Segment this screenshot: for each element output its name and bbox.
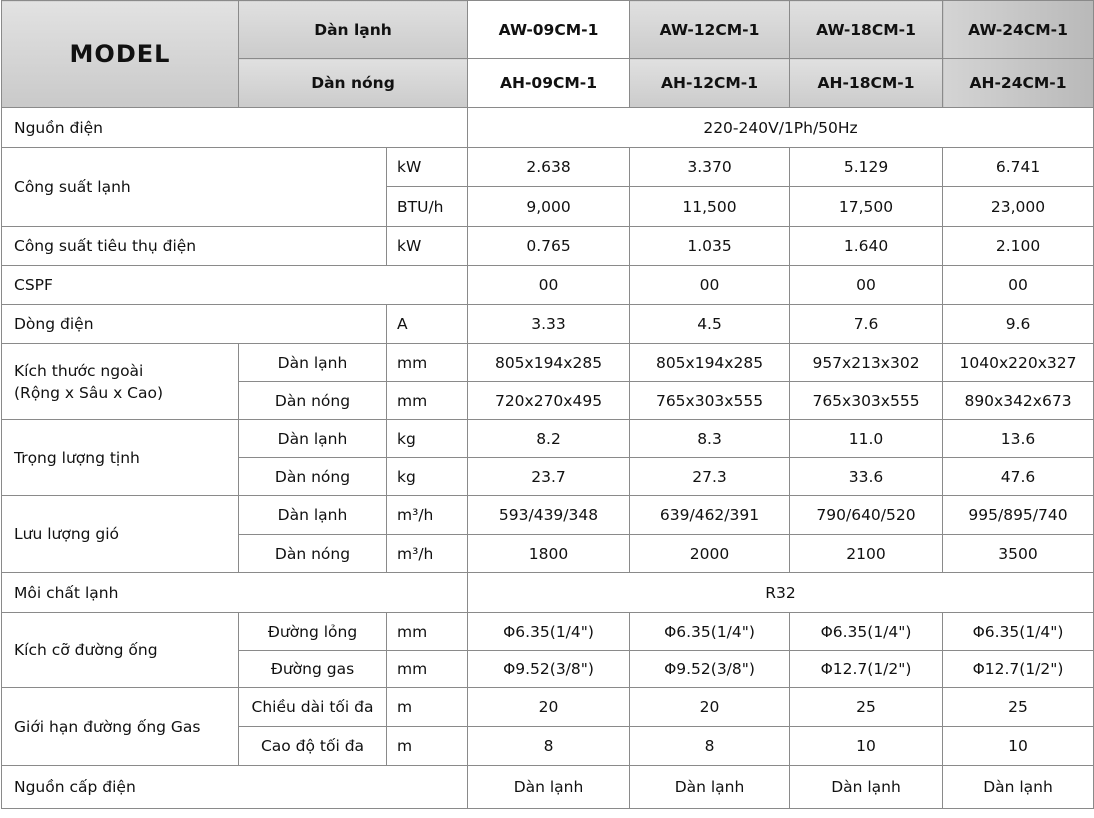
dimensions-outdoor-unit: mm [387,382,468,420]
cooling-btu-1: 9,000 [468,187,630,227]
pipe-gas-3: Φ12.7(1/2") [790,651,943,688]
cspf-label: CSPF [2,266,468,305]
row-cooling-kw [2,148,1094,187]
max-height-label: Cao độ tối đa [239,727,387,766]
power-consumption-1: 0.765 [468,227,630,266]
cooling-kw-unit: kW [387,148,468,187]
row-pipe-length [2,688,1094,727]
current-unit: A [387,305,468,344]
dimensions-label-line1: Kích thước ngoài [14,361,144,380]
current-2: 4.5 [630,305,790,344]
pipe-liquid-unit: mm [387,613,468,651]
power-supply-2: Dàn lạnh [630,766,790,809]
weight-outdoor-1: 23.7 [468,458,630,496]
max-height-unit: m [387,727,468,766]
current-3: 7.6 [790,305,943,344]
pipe-liquid-3: Φ6.35(1/4") [790,613,943,651]
pipe-gas-2: Φ9.52(3/8") [630,651,790,688]
indoor-header-label: Dàn lạnh [239,1,468,59]
power-source-value: 220-240V/1Ph/50Hz [468,108,1094,148]
cooling-btu-unit: BTU/h [387,187,468,227]
power-supply-label: Nguồn cấp điện [2,766,468,809]
refrigerant-value: R32 [468,573,1094,613]
cooling-capacity-label: Công suất lạnh [2,148,387,227]
airflow-outdoor-label: Dàn nóng [239,535,387,573]
indoor-model-4: AW-24CM-1 [943,1,1094,59]
row-refrigerant [2,573,1094,613]
airflow-indoor-4: 995/895/740 [943,496,1094,535]
pipe-liquid-4: Φ6.35(1/4") [943,613,1094,651]
weight-outdoor-unit: kg [387,458,468,496]
cspf-3: 00 [790,266,943,305]
max-length-1: 20 [468,688,630,727]
airflow-outdoor-unit: m³/h [387,535,468,573]
pipe-liquid-2: Φ6.35(1/4") [630,613,790,651]
cspf-4: 00 [943,266,1094,305]
weight-indoor-1: 8.2 [468,420,630,458]
row-dimensions-indoor [2,344,1094,382]
airflow-indoor-unit: m³/h [387,496,468,535]
dimensions-outdoor-3: 765x303x555 [790,382,943,420]
current-1: 3.33 [468,305,630,344]
refrigerant-label: Môi chất lạnh [2,573,468,613]
power-source-label: Nguồn điện [2,108,468,148]
outdoor-header-label: Dàn nóng [239,59,468,108]
outdoor-model-4: AH-24CM-1 [943,59,1094,108]
dimensions-indoor-3: 957x213x302 [790,344,943,382]
dimensions-indoor-1: 805x194x285 [468,344,630,382]
airflow-outdoor-1: 1800 [468,535,630,573]
header-row-indoor [2,1,1094,59]
indoor-model-1: AW-09CM-1 [468,1,630,59]
dimensions-indoor-4: 1040x220x327 [943,344,1094,382]
pipe-gas-unit: mm [387,651,468,688]
airflow-indoor-2: 639/462/391 [630,496,790,535]
airflow-indoor-1: 593/439/348 [468,496,630,535]
row-cspf [2,266,1094,305]
weight-indoor-unit: kg [387,420,468,458]
outdoor-model-3: AH-18CM-1 [790,59,943,108]
max-height-4: 10 [943,727,1094,766]
max-length-2: 20 [630,688,790,727]
cooling-kw-2: 3.370 [630,148,790,187]
power-consumption-label: Công suất tiêu thụ điện [2,227,387,266]
weight-indoor-label: Dàn lạnh [239,420,387,458]
row-power-consumption [2,227,1094,266]
weight-outdoor-2: 27.3 [630,458,790,496]
max-length-unit: m [387,688,468,727]
pipe-liquid-label: Đường lỏng [239,613,387,651]
cooling-btu-2: 11,500 [630,187,790,227]
power-consumption-4: 2.100 [943,227,1094,266]
airflow-outdoor-3: 2100 [790,535,943,573]
airflow-outdoor-2: 2000 [630,535,790,573]
indoor-model-3: AW-18CM-1 [790,1,943,59]
max-length-label: Chiều dài tối đa [239,688,387,727]
row-current [2,305,1094,344]
airflow-indoor-3: 790/640/520 [790,496,943,535]
weight-indoor-3: 11.0 [790,420,943,458]
outdoor-model-2: AH-12CM-1 [630,59,790,108]
weight-label: Trọng lượng tịnh [2,420,239,496]
dimensions-outdoor-1: 720x270x495 [468,382,630,420]
cooling-kw-3: 5.129 [790,148,943,187]
cooling-btu-3: 17,500 [790,187,943,227]
dimensions-label [2,344,239,420]
max-height-2: 8 [630,727,790,766]
power-supply-3: Dàn lạnh [790,766,943,809]
airflow-outdoor-4: 3500 [943,535,1094,573]
dimensions-outdoor-4: 890x342x673 [943,382,1094,420]
pipe-size-label: Kích cỡ đường ống [2,613,239,688]
pipe-gas-label: Đường gas [239,651,387,688]
max-length-3: 25 [790,688,943,727]
weight-indoor-4: 13.6 [943,420,1094,458]
cooling-kw-4: 6.741 [943,148,1094,187]
pipe-gas-1: Φ9.52(3/8") [468,651,630,688]
airflow-label: Lưu lượng gió [2,496,239,573]
power-consumption-unit: kW [387,227,468,266]
power-consumption-3: 1.640 [790,227,943,266]
pipe-gas-4: Φ12.7(1/2") [943,651,1094,688]
cspf-1: 00 [468,266,630,305]
airflow-indoor-label: Dàn lạnh [239,496,387,535]
cspf-2: 00 [630,266,790,305]
dimensions-indoor-2: 805x194x285 [630,344,790,382]
dimensions-label-line2: (Rộng x Sâu x Cao) [14,383,164,402]
dimensions-indoor-unit: mm [387,344,468,382]
row-pipe-liquid [2,613,1094,651]
pipe-liquid-1: Φ6.35(1/4") [468,613,630,651]
current-4: 9.6 [943,305,1094,344]
row-airflow-indoor [2,496,1094,535]
gas-pipe-limit-label: Giới hạn đường ống Gas [2,688,239,766]
weight-outdoor-label: Dàn nóng [239,458,387,496]
spec-table [1,0,1094,809]
cooling-kw-1: 2.638 [468,148,630,187]
dimensions-outdoor-label: Dàn nóng [239,382,387,420]
outdoor-model-1: AH-09CM-1 [468,59,630,108]
power-supply-1: Dàn lạnh [468,766,630,809]
current-label: Dòng điện [2,305,387,344]
dimensions-outdoor-2: 765x303x555 [630,382,790,420]
cooling-btu-4: 23,000 [943,187,1094,227]
max-height-1: 8 [468,727,630,766]
row-weight-indoor [2,420,1094,458]
power-supply-4: Dàn lạnh [943,766,1094,809]
max-length-4: 25 [943,688,1094,727]
weight-indoor-2: 8.3 [630,420,790,458]
row-power-source [2,108,1094,148]
weight-outdoor-3: 33.6 [790,458,943,496]
indoor-model-2: AW-12CM-1 [630,1,790,59]
model-title: MODEL [2,1,239,108]
dimensions-indoor-label: Dàn lạnh [239,344,387,382]
weight-outdoor-4: 47.6 [943,458,1094,496]
power-consumption-2: 1.035 [630,227,790,266]
row-power-supply [2,766,1094,809]
max-height-3: 10 [790,727,943,766]
